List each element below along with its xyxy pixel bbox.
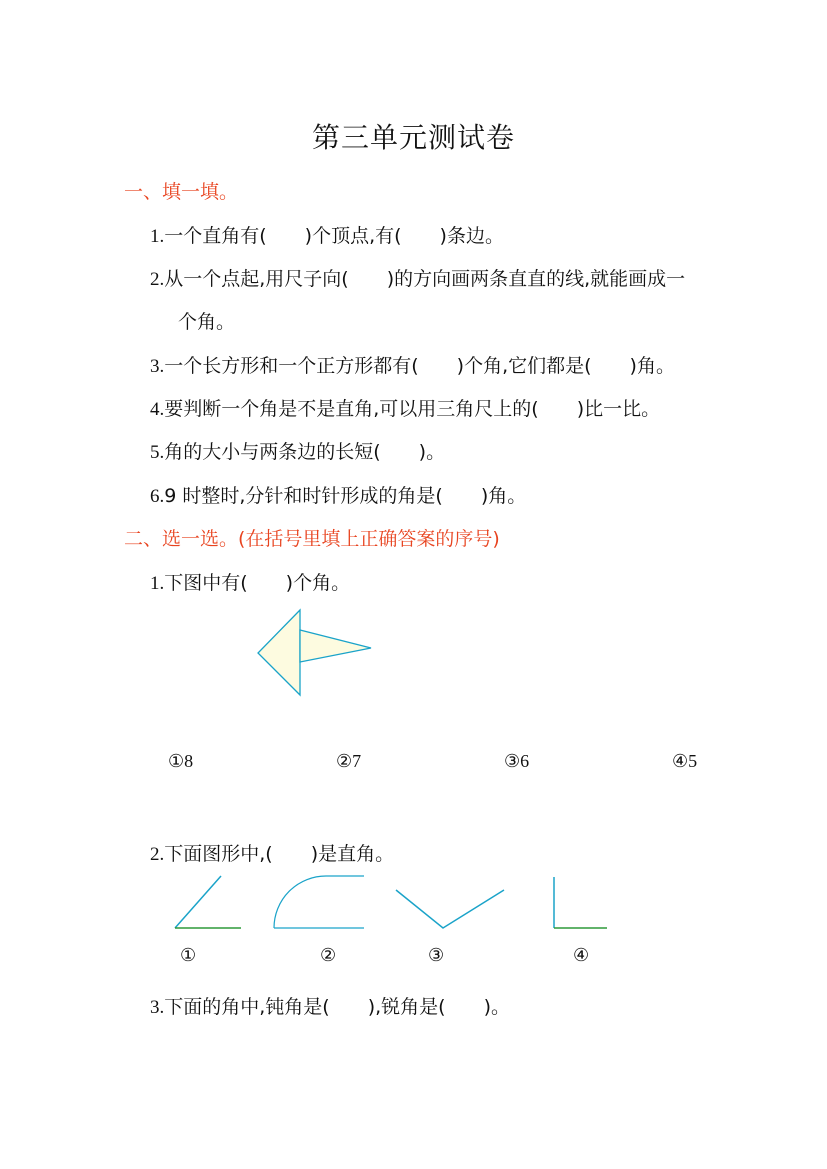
question-text: 下面的角中,钝角是( ),锐角是( )。 — [164, 996, 510, 1018]
section-heading-fill: 一、填一填。 — [124, 181, 239, 203]
option-2: ②7 — [336, 751, 362, 771]
question-number: 3. — [150, 997, 165, 1018]
question-text: 角的大小与两条边的长短( )。 — [164, 441, 446, 463]
section-heading-choose: 二、选一选。(在括号里填上正确答案的序号) — [124, 528, 500, 550]
question-1-2-continuation: 个角。 — [178, 311, 236, 333]
question-number: 6. — [150, 486, 165, 507]
figure-label-4: ④ — [573, 945, 590, 965]
angle-figure-4 — [554, 877, 607, 928]
figure-label-2: ② — [320, 945, 337, 965]
option-4: ④5 — [672, 751, 698, 771]
question-number: 3. — [150, 356, 165, 377]
question-text: 一个直角有( )个顶点,有( )条边。 — [164, 225, 504, 247]
question-text: 下图中有( )个角。 — [164, 572, 351, 594]
question-text: 一个长方形和一个正方形都有( )个角,它们都是( )角。 — [164, 355, 675, 377]
angle-figure-1 — [175, 876, 241, 928]
figure-label-3: ③ — [428, 945, 445, 965]
question-text: 要判断一个角是不是直角,可以用三角尺上的( )比一比。 — [164, 398, 661, 420]
question-text: 9 时整时,分针和时针形成的角是( )角。 — [164, 485, 527, 507]
question-number: 2. — [150, 844, 165, 865]
option-1: ①8 — [168, 751, 194, 771]
question-number: 1. — [150, 573, 165, 594]
angle-figure-2 — [274, 876, 364, 928]
option-3: ③6 — [504, 751, 530, 771]
question-number: 4. — [150, 399, 165, 420]
question-number: 1. — [150, 226, 165, 247]
question-text: 从一个点起,用尺子向( )的方向画两条直直的线,就能画成一 — [164, 268, 686, 290]
question-text: 下面图形中,( )是直角。 — [164, 843, 395, 865]
question-number: 5. — [150, 442, 165, 463]
figure-label-1: ① — [180, 945, 197, 965]
angle-figure-3 — [396, 890, 504, 928]
page-title: 第三单元测试卷 — [311, 121, 515, 154]
question-2-3 — [150, 992, 510, 1019]
question-number: 2. — [150, 269, 165, 290]
